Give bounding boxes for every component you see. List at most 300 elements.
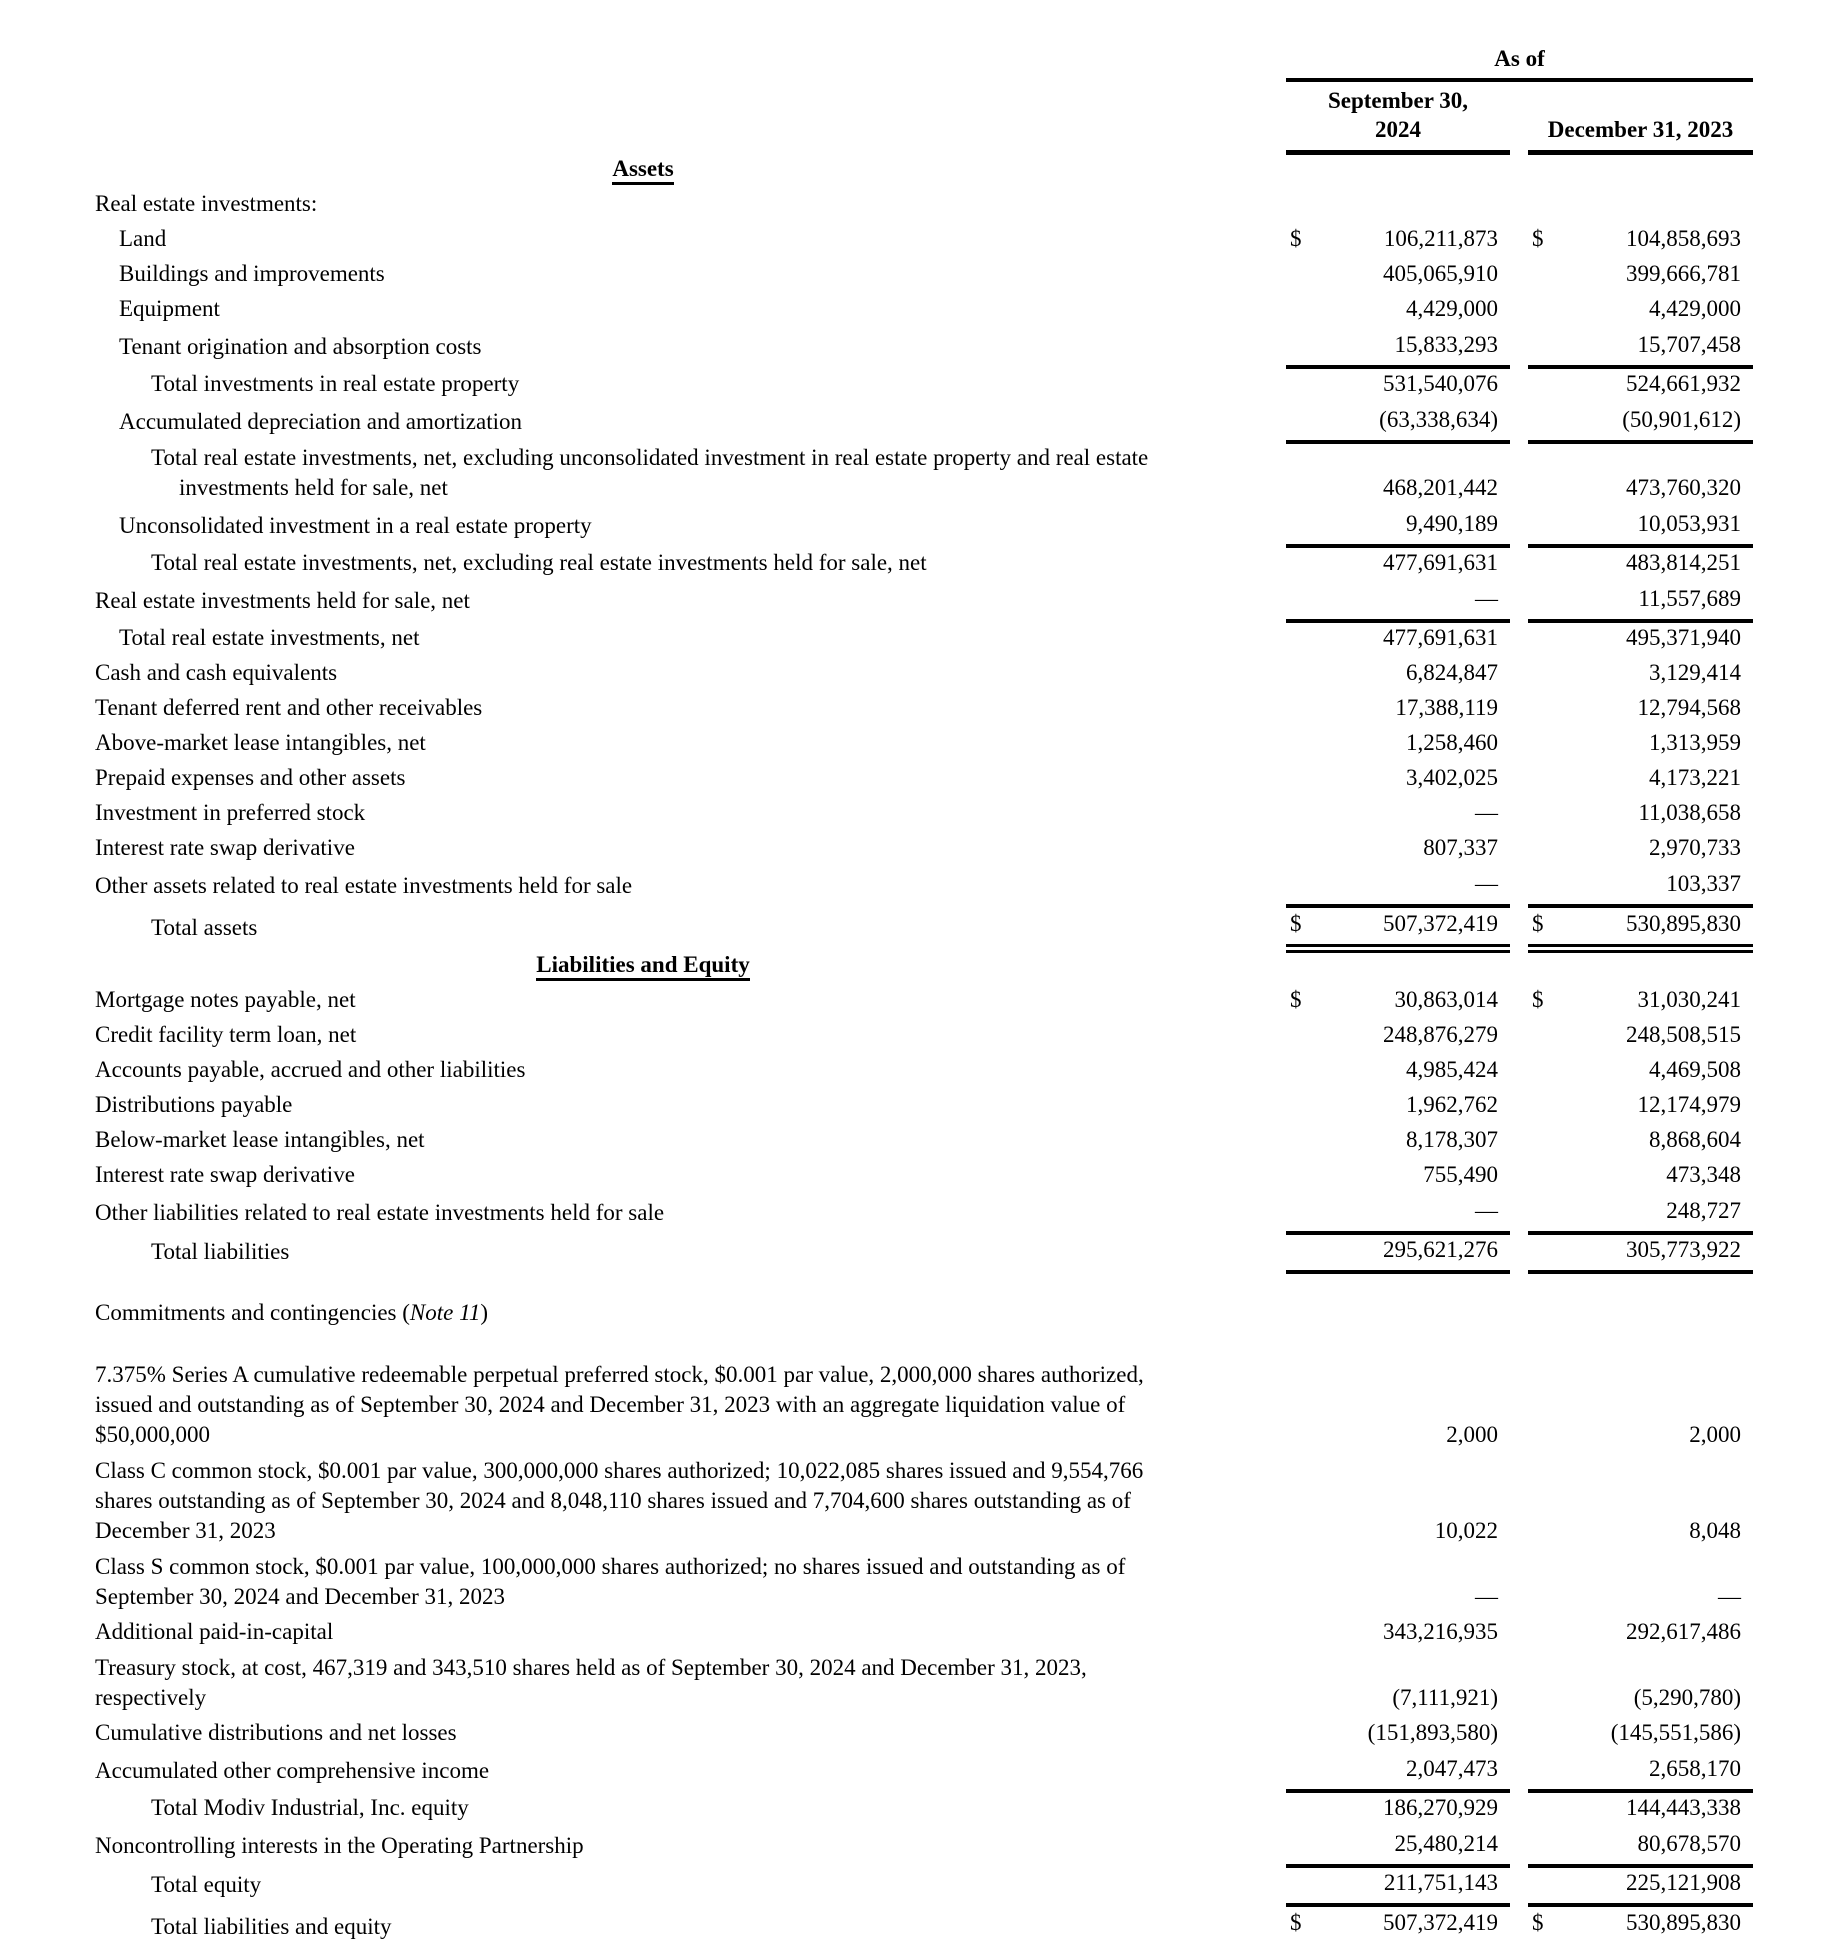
row-tenant-deferred-rent [0,693,1824,728]
dollar-sign-col2 [1528,1455,1562,1551]
value-sep-30-2024: 755,490 [1423,1162,1498,1187]
dollar-sign-col1 [1286,189,1320,224]
dollar-sign-col2 [1528,833,1562,868]
row-filler [1753,1866,1824,1905]
row-label: Land [119,226,167,251]
row-filler [1753,833,1824,868]
row-filler [1753,906,1824,948]
column-headers-row [0,80,1824,152]
row-label: Total equity [151,1872,262,1897]
column-gap [1510,1828,1528,1866]
row-tenant-origination [0,329,1824,367]
column-gap [1510,868,1528,906]
row-filler [1753,442,1824,508]
value-dec-31-2023: 11,557,689 [1562,583,1753,621]
row-label: Total investments in real estate property [151,371,520,396]
value-sep-30-2024: 211,751,143 [1320,1866,1510,1905]
value-dec-31-2023: 530,895,830 [1562,906,1753,948]
value-dec-31-2023: 292,617,486 [1626,1619,1742,1644]
row-label: Accumulated other comprehensive income [95,1758,490,1783]
column-gap [1510,546,1528,583]
value-dec-31-2023: 8,048 [1689,1518,1742,1543]
value-sep-30-2024: 248,876,279 [1383,1022,1498,1047]
dollar-sign-col1 [1286,763,1320,798]
dollar-sign-col2 [1528,1055,1562,1090]
row-label: Total assets [151,915,258,940]
row-filler [1753,294,1824,329]
dollar-sign-col2: $ [1532,226,1544,251]
row-treasury-stock [0,1652,1824,1718]
row-label: Tenant deferred rent and other receivables [95,695,483,720]
dollar-sign-col2 [1528,508,1562,546]
row-label [0,1359,1286,1455]
row-label: Tenant origination and absorption costs [119,334,482,359]
value-sep-30-2024: 30,863,014 [1394,987,1498,1012]
value-sep-30-2024: — [1320,868,1510,906]
value-sep-30-2024 [1320,1298,1510,1333]
value-dec-31-2023: 3,129,414 [1649,660,1742,685]
column-gap [1510,1551,1528,1617]
dollar-sign-col1 [1286,621,1320,658]
row-label-line: Class C common stock, $0.001 par value, 300,000,000 shares authorized; 10,022,085 shares issued and 9,554,766 [95,1458,1144,1483]
row-label-line: shares outstanding as of September 30, 2024 and 8,048,110 shares issued and 7,704,600 shares outstanding as of [95,1488,1131,1513]
value-sep-30-2024 [1320,189,1510,224]
column-gap [1510,224,1528,259]
row-unconsolidated-investment [0,508,1824,546]
dollar-sign-col2 [1528,1753,1562,1791]
row-label: Total Modiv Industrial, Inc. equity [151,1795,469,1820]
value-sep-30-2024: (7,111,921) [1392,1685,1498,1710]
row-filler [1753,985,1824,1020]
dollar-sign-col1 [1286,1866,1320,1905]
dollar-sign-col1: $ [1290,987,1302,1012]
value-dec-31-2023: 144,443,338 [1626,1795,1742,1820]
dollar-sign-col2 [1528,728,1562,763]
row-label: Total liabilities and equity [151,1914,392,1939]
value-dec-31-2023: 4,173,221 [1649,765,1742,790]
heading-row-filler [1286,948,1824,985]
row-filler [1753,1828,1824,1866]
column-gap [1510,1718,1528,1753]
row-label: Credit facility term loan, net [95,1022,357,1047]
row-credit-facility [0,1020,1824,1055]
column-gap [1510,693,1528,728]
dollar-sign-col2 [1528,1090,1562,1125]
dollar-sign-col2 [1528,1020,1562,1055]
row-filler [1753,1551,1824,1617]
dollar-sign-col2 [1528,693,1562,728]
row-filler [1753,1617,1824,1652]
value-sep-30-2024: 477,691,631 [1383,625,1498,650]
liabilities-equity-heading [0,948,1824,985]
dollar-sign-col1: $ [1290,226,1302,251]
column-gap [1510,621,1528,658]
row-label-line: 7.375% Series A cumulative redeemable perpetual preferred stock, $0.001 par value, 2,000,000 shares authorized, [95,1362,1144,1387]
dollar-sign-col1 [1286,1652,1320,1718]
value-dec-31-2023: 473,348 [1666,1162,1742,1187]
row-filler [1753,1233,1824,1272]
as-of-label [1286,26,1753,80]
dollar-sign-col1 [1286,1617,1320,1652]
value-dec-31-2023: 31,030,241 [1637,987,1742,1012]
value-sep-30-2024: — [1475,1584,1498,1609]
row-re-investments-held-for-sale [0,583,1824,621]
value-sep-30-2024: 531,540,076 [1383,371,1498,396]
value-sep-30-2024: 2,047,473 [1320,1753,1510,1791]
spacer-1 [0,1272,1824,1298]
value-sep-30-2024: (63,338,634) [1320,404,1510,442]
value-sep-30-2024: — [1475,800,1498,825]
column-gap [1510,1055,1528,1090]
row-filler [1753,1125,1824,1160]
row-interest-rate-swap-liability [0,1160,1824,1195]
value-sep-30-2024: 186,270,929 [1383,1795,1498,1820]
dollar-sign-col2 [1528,1866,1562,1905]
row-label: Noncontrolling interests in the Operating Partnership [95,1833,584,1858]
dollar-sign-col1 [1286,294,1320,329]
value-dec-31-2023: 2,970,733 [1649,835,1742,860]
row-total-equity [0,1866,1824,1905]
row-class-c-common-stock [0,1455,1824,1551]
row-filler [1753,658,1824,693]
row-label: Cumulative distributions and net losses [95,1720,457,1745]
row-total-assets [0,906,1824,948]
dollar-sign-col1 [1286,1090,1320,1125]
row-label-line: $50,000,000 [95,1422,210,1447]
col1-header-line2: 2024 [1375,116,1421,142]
value-sep-30-2024: 343,216,935 [1383,1619,1498,1644]
column-gap [1510,367,1528,404]
balance-sheet-body [0,152,1824,1942]
row-label-line: September 30, 2024 and December 31, 2023 [95,1584,506,1609]
row-label: Above-market lease intangibles, net [95,730,426,755]
row-label-line: Total real estate investments, net, excluding unconsolidated investment in real estate property and real estate [151,445,1149,470]
dollar-sign-col1 [1286,1160,1320,1195]
row-label: Total real estate investments, net [119,625,420,650]
value-dec-31-2023: 12,174,979 [1637,1092,1742,1117]
row-label [0,1455,1286,1551]
row-label: Mortgage notes payable, net [95,987,356,1012]
row-accumulated-depreciation [0,404,1824,442]
value-dec-31-2023: 4,469,508 [1649,1057,1742,1082]
assets-heading-cell [0,152,1286,189]
row-filler [1753,329,1824,367]
column-gap [1510,583,1528,621]
value-dec-31-2023: (5,290,780) [1633,1685,1742,1710]
dollar-sign-col2 [1528,294,1562,329]
dollar-sign-col2 [1528,546,1562,583]
value-sep-30-2024: 2,000 [1446,1422,1498,1447]
column-header-sep-30-2024 [1286,80,1510,152]
row-prepaid-expenses [0,763,1824,798]
row-filler [1753,1753,1824,1791]
column-gap [1510,1125,1528,1160]
dollar-sign-col2 [1528,404,1562,442]
as-of-text: As of [1494,46,1545,71]
row-filler [1753,798,1824,833]
row-label [0,1652,1286,1718]
dollar-sign-col2 [1528,367,1562,404]
row-label: Equipment [119,296,220,321]
row-total-liabilities [0,1233,1824,1272]
dollar-sign-col1 [1286,1298,1320,1333]
column-gap [1510,658,1528,693]
row-label: Buildings and improvements [119,261,385,286]
column-gap [1510,985,1528,1020]
row-label: Interest rate swap derivative [95,1162,355,1187]
row-label: Accumulated depreciation and amortization [119,409,522,434]
column-gap [1510,1090,1528,1125]
column-gap [1510,1298,1528,1333]
note-reference: Note 11 [409,1300,481,1325]
value-sep-30-2024: 8,178,307 [1406,1127,1498,1152]
row-filler [1753,367,1824,404]
value-sep-30-2024: 507,372,419 [1320,906,1510,948]
dollar-sign-col1 [1286,1195,1320,1233]
value-dec-31-2023: (50,901,612) [1562,404,1753,442]
value-sep-30-2024: 106,211,873 [1383,226,1498,251]
spacer-2 [0,1333,1824,1359]
column-gap [1510,798,1528,833]
dollar-sign-col1 [1286,1020,1320,1055]
header-filler-cell [1753,26,1824,80]
row-filler [1753,583,1824,621]
row-filler [1753,693,1824,728]
column-gap [1510,1359,1528,1455]
value-dec-31-2023: 2,658,170 [1562,1753,1753,1791]
row-label: Other assets related to real estate investments held for sale [95,873,633,898]
dollar-sign-col2 [1528,1791,1562,1828]
dollar-sign-col2 [1528,329,1562,367]
dollar-sign-col1 [1286,728,1320,763]
row-filler [1753,1905,1824,1942]
row-label [0,442,1286,508]
dollar-sign-col1 [1286,329,1320,367]
row-accounts-payable [0,1055,1824,1090]
value-dec-31-2023: 530,895,830 [1562,1905,1753,1942]
value-sep-30-2024: 25,480,214 [1320,1828,1510,1866]
row-label: Real estate investments: [95,191,318,216]
row-class-s-common-stock [0,1551,1824,1617]
value-dec-31-2023: 80,678,570 [1562,1828,1753,1866]
col2-header-line: December 31, 2023 [1547,116,1734,142]
column-gap [1510,442,1528,508]
value-sep-30-2024: 468,201,442 [1383,475,1498,500]
value-dec-31-2023: (145,551,586) [1610,1720,1742,1745]
column-gap [1510,294,1528,329]
row-filler [1753,546,1824,583]
row-label: Unconsolidated investment in a real estate property [119,513,592,538]
row-label: Below-market lease intangibles, net [95,1127,425,1152]
column-gap [1510,906,1528,948]
column-gap [1510,1160,1528,1195]
column-gap [1510,763,1528,798]
value-dec-31-2023: 15,707,458 [1562,329,1753,367]
value-dec-31-2023: 399,666,781 [1626,261,1742,286]
header-empty-cell [0,26,1286,80]
dollar-sign-col1 [1286,546,1320,583]
row-filler [1753,259,1824,294]
value-sep-30-2024: 10,022 [1434,1518,1498,1543]
row-label: Total real estate investments, net, excluding real estate investments held for sale, net [151,550,927,575]
row-cumulative-distributions [0,1718,1824,1753]
row-cash [0,658,1824,693]
balance-sheet-table [0,26,1824,1942]
as-of-row [0,26,1824,80]
value-dec-31-2023: 495,371,940 [1626,625,1742,650]
row-filler [1753,1652,1824,1718]
column-gap [1510,833,1528,868]
row-total-liabilities-and-equity [0,1905,1824,1942]
value-sep-30-2024: 1,258,460 [1406,730,1498,755]
row-label [0,1551,1286,1617]
value-dec-31-2023: 305,773,922 [1562,1233,1753,1272]
value-sep-30-2024: 1,962,762 [1406,1092,1498,1117]
value-dec-31-2023: 483,814,251 [1626,550,1742,575]
dollar-sign-col2 [1528,583,1562,621]
row-filler [1753,189,1824,224]
row-label-line: December 31, 2023 [95,1518,276,1543]
row-filler [1753,224,1824,259]
row-equipment [0,294,1824,329]
row-filler [1753,1055,1824,1090]
spacer-1 [0,1272,1824,1298]
note-text: Commitments and contingencies ( [95,1300,410,1325]
value-sep-30-2024: 295,621,276 [1320,1233,1510,1272]
dollar-sign-col2 [1528,189,1562,224]
dollar-sign-col2 [1528,1195,1562,1233]
dollar-sign-col2 [1528,1551,1562,1617]
dollar-sign-col2 [1528,1718,1562,1753]
row-investment-preferred-stock [0,798,1824,833]
row-total-investments-re-property [0,367,1824,404]
value-sep-30-2024: 4,429,000 [1406,296,1498,321]
row-filler [1753,1791,1824,1828]
value-dec-31-2023: 4,429,000 [1649,296,1742,321]
value-sep-30-2024: 405,065,910 [1383,261,1498,286]
dollar-sign-col1 [1286,833,1320,868]
column-header-dec-31-2023 [1528,80,1753,152]
row-filler [1753,1160,1824,1195]
row-below-market-lease [0,1125,1824,1160]
column-gap [1510,1455,1528,1551]
row-label [0,1298,1286,1333]
dollar-sign-col1 [1286,583,1320,621]
dollar-sign-col2 [1528,1617,1562,1652]
dollar-sign-col1 [1286,1359,1320,1455]
column-gap [1510,404,1528,442]
value-dec-31-2023 [1562,1298,1753,1333]
value-sep-30-2024: — [1320,583,1510,621]
column-gap [1510,1753,1528,1791]
dollar-sign-col1 [1286,1455,1320,1551]
row-filler [1753,1090,1824,1125]
dollar-sign-col1 [1286,1125,1320,1160]
row-series-a-preferred-stock [0,1359,1824,1455]
row-label: Real estate investments held for sale, net [95,588,470,613]
dollar-sign-col1 [1286,1551,1320,1617]
section-heading-text: Assets [612,156,673,185]
value-sep-30-2024: 477,691,631 [1383,550,1498,575]
row-label: Additional paid-in-capital [95,1619,334,1644]
row-label-line: respectively [95,1685,207,1710]
column-gap [1510,1905,1528,1942]
row-label: Cash and cash equivalents [95,660,338,685]
value-dec-31-2023: 11,038,658 [1638,800,1742,825]
dollar-sign-col2 [1528,868,1562,906]
dollar-sign-col1 [1286,1753,1320,1791]
column-gap [1510,1195,1528,1233]
row-total-re-net-excl-hfs [0,546,1824,583]
row-additional-paid-in-capital [0,1617,1824,1652]
row-filler [1753,621,1824,658]
row-interest-rate-swap-asset [0,833,1824,868]
dollar-sign-col1 [1286,798,1320,833]
dollar-sign-col1 [1286,1055,1320,1090]
value-dec-31-2023: 524,661,932 [1626,371,1742,396]
dollar-sign-col2: $ [1528,906,1562,948]
dollar-sign-col1: $ [1286,906,1320,948]
dollar-sign-col2: $ [1532,987,1544,1012]
row-label-line: Class S common stock, $0.001 par value, 100,000,000 shares authorized; no shares issued and outstanding as of [95,1554,1126,1579]
header-empty-cell-2 [0,80,1286,152]
dollar-sign-col1 [1286,1233,1320,1272]
column-gap [1510,329,1528,367]
row-label: Total liabilities [151,1239,290,1264]
dollar-sign-col2: $ [1528,1905,1562,1942]
row-label: Other liabilities related to real estate investments held for sale [95,1200,665,1225]
dollar-sign-col2 [1528,621,1562,658]
dollar-sign-col2 [1528,1160,1562,1195]
value-dec-31-2023: 248,508,515 [1626,1022,1742,1047]
dollar-sign-col2 [1528,1828,1562,1866]
row-other-liabilities-hfs [0,1195,1824,1233]
column-gap [1510,1866,1528,1905]
liabilities-equity-heading-cell [0,948,1286,985]
row-mortgage-notes [0,985,1824,1020]
value-dec-31-2023: 225,121,908 [1562,1866,1753,1905]
row-filler [1753,1359,1824,1455]
row-filler [1753,728,1824,763]
value-sep-30-2024: 507,372,419 [1320,1905,1510,1942]
row-distributions-payable [0,1090,1824,1125]
row-filler [1753,763,1824,798]
row-filler [1753,1718,1824,1753]
row-label: Interest rate swap derivative [95,835,355,860]
column-gap [1510,189,1528,224]
row-land [0,224,1824,259]
dollar-sign-col1 [1286,508,1320,546]
dollar-sign-col2 [1528,658,1562,693]
dollar-sign-col1 [1286,693,1320,728]
row-total-re-investments-net [0,621,1824,658]
row-filler [1753,1455,1824,1551]
row-filler [1753,868,1824,906]
dollar-sign-col1 [1286,1828,1320,1866]
value-sep-30-2024: (151,893,580) [1367,1720,1498,1745]
dollar-sign-col1 [1286,868,1320,906]
value-dec-31-2023: 10,053,931 [1562,508,1753,546]
row-other-assets-hfs [0,868,1824,906]
column-gap [1510,508,1528,546]
row-total-modiv-equity [0,1791,1824,1828]
dollar-sign-col1 [1286,658,1320,693]
dollar-sign-col1 [1286,404,1320,442]
assets-heading [0,152,1824,189]
row-real-estate-investments [0,189,1824,224]
value-sep-30-2024: — [1320,1195,1510,1233]
dollar-sign-col2 [1528,798,1562,833]
